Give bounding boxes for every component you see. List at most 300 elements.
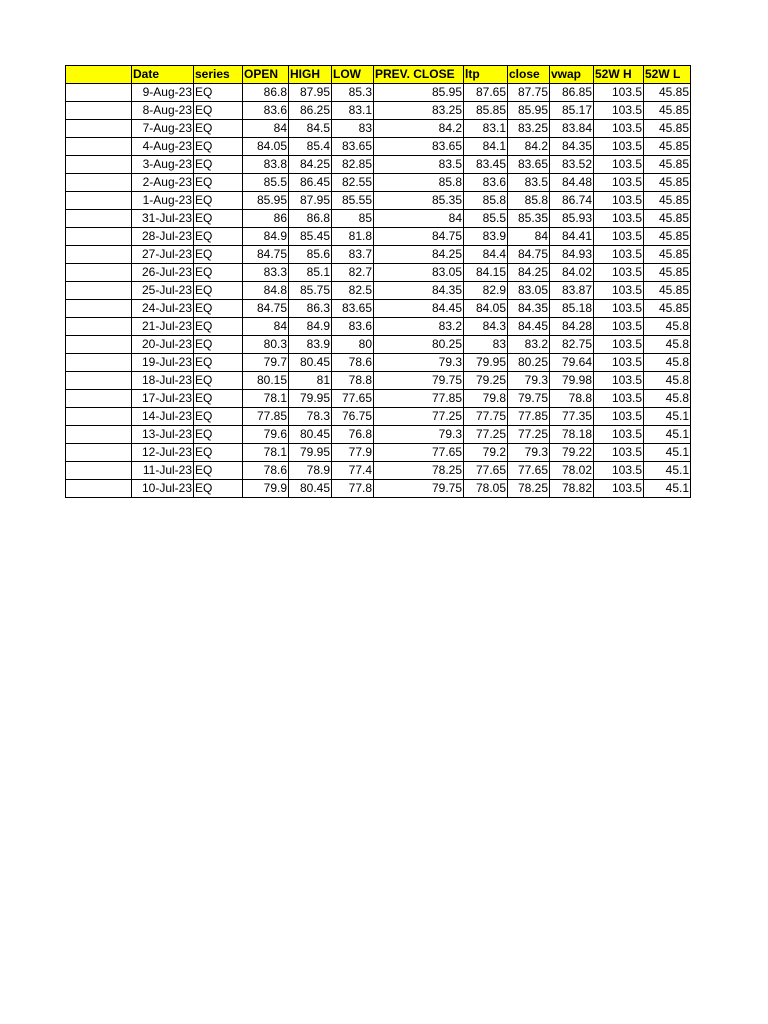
cell-prev-close: 79.75	[374, 372, 464, 390]
cell-close: 84.25	[508, 264, 550, 282]
cell-prev-close: 85.35	[374, 192, 464, 210]
cell-vwap: 85.93	[550, 210, 594, 228]
cell-52w-low: 45.8	[644, 390, 691, 408]
cell-open: 84.9	[243, 228, 289, 246]
cell-prev-close: 85.8	[374, 174, 464, 192]
cell-52w-high: 103.5	[594, 156, 644, 174]
cell-52w-high: 103.5	[594, 120, 644, 138]
cell-low: 83.1	[332, 102, 374, 120]
cell-prev-close: 84.2	[374, 120, 464, 138]
cell-52w-high: 103.5	[594, 480, 644, 498]
cell-close: 83.2	[508, 336, 550, 354]
table-row	[66, 390, 691, 408]
cell-series: EQ	[194, 228, 243, 246]
cell-low: 83.7	[332, 246, 374, 264]
cell-series: EQ	[194, 462, 243, 480]
cell-open: 83.8	[243, 156, 289, 174]
cell-date: 28-Jul-23	[132, 228, 194, 246]
cell-open: 80.3	[243, 336, 289, 354]
column-header-vwap: vwap	[550, 66, 594, 84]
cell-low: 78.8	[332, 372, 374, 390]
cell-open: 85.5	[243, 174, 289, 192]
cell-low: 80	[332, 336, 374, 354]
cell-high: 78.9	[289, 462, 332, 480]
column-header-52w-high: 52W H	[594, 66, 644, 84]
cell-open: 86	[243, 210, 289, 228]
cell-low: 83.65	[332, 138, 374, 156]
cell-high: 84.9	[289, 318, 332, 336]
cell-blank	[66, 426, 132, 444]
cell-vwap: 78.82	[550, 480, 594, 498]
cell-52w-high: 103.5	[594, 192, 644, 210]
cell-prev-close: 79.75	[374, 480, 464, 498]
cell-high: 85.75	[289, 282, 332, 300]
table-header	[66, 66, 691, 84]
cell-high: 84.25	[289, 156, 332, 174]
table-row	[66, 210, 691, 228]
cell-series: EQ	[194, 192, 243, 210]
cell-blank	[66, 390, 132, 408]
cell-open: 84	[243, 120, 289, 138]
cell-prev-close: 77.25	[374, 408, 464, 426]
cell-prev-close: 77.65	[374, 444, 464, 462]
cell-close: 84	[508, 228, 550, 246]
cell-high: 86.3	[289, 300, 332, 318]
cell-high: 87.95	[289, 84, 332, 102]
cell-52w-low: 45.8	[644, 372, 691, 390]
cell-date: 10-Jul-23	[132, 480, 194, 498]
table-row	[66, 300, 691, 318]
table-row	[66, 408, 691, 426]
cell-blank	[66, 282, 132, 300]
cell-52w-low: 45.85	[644, 138, 691, 156]
cell-ltp: 85.8	[464, 192, 508, 210]
cell-blank	[66, 84, 132, 102]
cell-date: 8-Aug-23	[132, 102, 194, 120]
cell-close: 84.35	[508, 300, 550, 318]
cell-prev-close: 83.5	[374, 156, 464, 174]
cell-ltp: 84.4	[464, 246, 508, 264]
cell-52w-high: 103.5	[594, 354, 644, 372]
cell-52w-high: 103.5	[594, 84, 644, 102]
column-header-ltp: ltp	[464, 66, 508, 84]
cell-ltp: 84.05	[464, 300, 508, 318]
cell-ltp: 83.9	[464, 228, 508, 246]
cell-blank	[66, 336, 132, 354]
cell-blank	[66, 408, 132, 426]
cell-close: 78.25	[508, 480, 550, 498]
cell-open: 79.7	[243, 354, 289, 372]
cell-date: 14-Jul-23	[132, 408, 194, 426]
cell-ltp: 83.1	[464, 120, 508, 138]
cell-blank	[66, 480, 132, 498]
table-row	[66, 120, 691, 138]
cell-high: 85.1	[289, 264, 332, 282]
cell-prev-close: 77.85	[374, 390, 464, 408]
cell-prev-close: 84	[374, 210, 464, 228]
cell-vwap: 78.8	[550, 390, 594, 408]
cell-52w-high: 103.5	[594, 426, 644, 444]
cell-prev-close: 85.95	[374, 84, 464, 102]
cell-date: 24-Jul-23	[132, 300, 194, 318]
cell-date: 3-Aug-23	[132, 156, 194, 174]
price-history-table	[65, 65, 691, 498]
cell-ltp: 84.15	[464, 264, 508, 282]
cell-open: 86.8	[243, 84, 289, 102]
cell-ltp: 78.05	[464, 480, 508, 498]
cell-52w-high: 103.5	[594, 102, 644, 120]
cell-vwap: 78.02	[550, 462, 594, 480]
cell-prev-close: 78.25	[374, 462, 464, 480]
cell-low: 76.8	[332, 426, 374, 444]
cell-high: 78.3	[289, 408, 332, 426]
cell-open: 79.6	[243, 426, 289, 444]
column-header-high: HIGH	[289, 66, 332, 84]
cell-open: 83.6	[243, 102, 289, 120]
cell-52w-high: 103.5	[594, 444, 644, 462]
cell-open: 84.75	[243, 300, 289, 318]
cell-low: 77.8	[332, 480, 374, 498]
cell-close: 83.05	[508, 282, 550, 300]
cell-52w-low: 45.85	[644, 246, 691, 264]
cell-high: 79.95	[289, 390, 332, 408]
cell-low: 82.7	[332, 264, 374, 282]
cell-vwap: 77.35	[550, 408, 594, 426]
cell-high: 85.45	[289, 228, 332, 246]
cell-blank	[66, 228, 132, 246]
cell-high: 81	[289, 372, 332, 390]
cell-series: EQ	[194, 354, 243, 372]
cell-high: 83.9	[289, 336, 332, 354]
cell-close: 87.75	[508, 84, 550, 102]
table-row	[66, 462, 691, 480]
cell-52w-low: 45.8	[644, 336, 691, 354]
table-row	[66, 318, 691, 336]
cell-blank	[66, 210, 132, 228]
cell-low: 85	[332, 210, 374, 228]
table-row	[66, 84, 691, 102]
cell-date: 12-Jul-23	[132, 444, 194, 462]
cell-vwap: 84.35	[550, 138, 594, 156]
cell-close: 79.75	[508, 390, 550, 408]
cell-series: EQ	[194, 174, 243, 192]
cell-date: 18-Jul-23	[132, 372, 194, 390]
cell-close: 77.25	[508, 426, 550, 444]
column-header-date: Date	[132, 66, 194, 84]
cell-open: 84	[243, 318, 289, 336]
cell-ltp: 87.65	[464, 84, 508, 102]
cell-low: 83.6	[332, 318, 374, 336]
cell-prev-close: 84.35	[374, 282, 464, 300]
cell-series: EQ	[194, 120, 243, 138]
cell-ltp: 77.65	[464, 462, 508, 480]
cell-ltp: 79.8	[464, 390, 508, 408]
cell-52w-low: 45.85	[644, 264, 691, 282]
cell-date: 4-Aug-23	[132, 138, 194, 156]
cell-low: 78.6	[332, 354, 374, 372]
cell-date: 17-Jul-23	[132, 390, 194, 408]
cell-date: 9-Aug-23	[132, 84, 194, 102]
cell-vwap: 79.64	[550, 354, 594, 372]
cell-52w-low: 45.85	[644, 120, 691, 138]
cell-ltp: 77.75	[464, 408, 508, 426]
cell-date: 7-Aug-23	[132, 120, 194, 138]
cell-prev-close: 79.3	[374, 426, 464, 444]
table-row	[66, 138, 691, 156]
cell-52w-high: 103.5	[594, 300, 644, 318]
cell-high: 86.25	[289, 102, 332, 120]
cell-vwap: 85.17	[550, 102, 594, 120]
cell-vwap: 79.22	[550, 444, 594, 462]
cell-low: 77.65	[332, 390, 374, 408]
cell-52w-low: 45.85	[644, 228, 691, 246]
cell-52w-high: 103.5	[594, 174, 644, 192]
cell-date: 11-Jul-23	[132, 462, 194, 480]
table-row	[66, 282, 691, 300]
cell-blank	[66, 246, 132, 264]
cell-52w-low: 45.1	[644, 480, 691, 498]
cell-blank	[66, 102, 132, 120]
cell-52w-high: 103.5	[594, 390, 644, 408]
cell-series: EQ	[194, 246, 243, 264]
cell-series: EQ	[194, 390, 243, 408]
cell-52w-low: 45.1	[644, 408, 691, 426]
cell-prev-close: 83.05	[374, 264, 464, 282]
cell-vwap: 84.93	[550, 246, 594, 264]
cell-ltp: 77.25	[464, 426, 508, 444]
cell-close: 85.35	[508, 210, 550, 228]
cell-series: EQ	[194, 300, 243, 318]
cell-series: EQ	[194, 372, 243, 390]
cell-low: 77.9	[332, 444, 374, 462]
cell-prev-close: 83.65	[374, 138, 464, 156]
cell-blank	[66, 192, 132, 210]
cell-vwap: 84.48	[550, 174, 594, 192]
cell-ltp: 79.95	[464, 354, 508, 372]
cell-series: EQ	[194, 138, 243, 156]
cell-ltp: 79.25	[464, 372, 508, 390]
cell-blank	[66, 300, 132, 318]
cell-open: 84.05	[243, 138, 289, 156]
cell-high: 85.4	[289, 138, 332, 156]
cell-vwap: 83.84	[550, 120, 594, 138]
cell-ltp: 83.45	[464, 156, 508, 174]
cell-52w-low: 45.85	[644, 300, 691, 318]
column-header-series: series	[194, 66, 243, 84]
cell-vwap: 82.75	[550, 336, 594, 354]
cell-close: 85.8	[508, 192, 550, 210]
cell-vwap: 83.52	[550, 156, 594, 174]
cell-blank	[66, 318, 132, 336]
cell-date: 27-Jul-23	[132, 246, 194, 264]
cell-ltp: 79.2	[464, 444, 508, 462]
cell-low: 85.55	[332, 192, 374, 210]
cell-52w-high: 103.5	[594, 264, 644, 282]
cell-blank	[66, 354, 132, 372]
table-row	[66, 246, 691, 264]
cell-52w-high: 103.5	[594, 282, 644, 300]
cell-series: EQ	[194, 102, 243, 120]
cell-date: 31-Jul-23	[132, 210, 194, 228]
cell-52w-low: 45.1	[644, 462, 691, 480]
cell-52w-high: 103.5	[594, 408, 644, 426]
cell-open: 85.95	[243, 192, 289, 210]
cell-open: 78.1	[243, 444, 289, 462]
cell-date: 2-Aug-23	[132, 174, 194, 192]
cell-blank	[66, 138, 132, 156]
column-header-low: LOW	[332, 66, 374, 84]
cell-52w-high: 103.5	[594, 462, 644, 480]
cell-low: 85.3	[332, 84, 374, 102]
cell-date: 19-Jul-23	[132, 354, 194, 372]
cell-close: 83.25	[508, 120, 550, 138]
cell-date: 13-Jul-23	[132, 426, 194, 444]
table-row	[66, 192, 691, 210]
cell-open: 84.75	[243, 246, 289, 264]
cell-close: 83.5	[508, 174, 550, 192]
cell-prev-close: 84.25	[374, 246, 464, 264]
cell-blank	[66, 174, 132, 192]
column-header-blank	[66, 66, 132, 84]
cell-low: 82.55	[332, 174, 374, 192]
cell-high: 80.45	[289, 426, 332, 444]
cell-date: 21-Jul-23	[132, 318, 194, 336]
cell-close: 84.75	[508, 246, 550, 264]
cell-low: 77.4	[332, 462, 374, 480]
cell-series: EQ	[194, 408, 243, 426]
cell-high: 80.45	[289, 354, 332, 372]
table-row	[66, 480, 691, 498]
cell-vwap: 79.98	[550, 372, 594, 390]
cell-high: 86.8	[289, 210, 332, 228]
cell-52w-high: 103.5	[594, 318, 644, 336]
cell-low: 76.75	[332, 408, 374, 426]
cell-high: 80.45	[289, 480, 332, 498]
cell-series: EQ	[194, 318, 243, 336]
cell-series: EQ	[194, 156, 243, 174]
cell-open: 78.6	[243, 462, 289, 480]
cell-blank	[66, 444, 132, 462]
table-row	[66, 336, 691, 354]
cell-52w-low: 45.8	[644, 354, 691, 372]
cell-date: 26-Jul-23	[132, 264, 194, 282]
cell-ltp: 85.85	[464, 102, 508, 120]
cell-prev-close: 84.75	[374, 228, 464, 246]
cell-52w-high: 103.5	[594, 246, 644, 264]
cell-52w-high: 103.5	[594, 228, 644, 246]
cell-vwap: 84.28	[550, 318, 594, 336]
cell-52w-low: 45.1	[644, 444, 691, 462]
cell-52w-high: 103.5	[594, 372, 644, 390]
cell-date: 25-Jul-23	[132, 282, 194, 300]
cell-prev-close: 80.25	[374, 336, 464, 354]
cell-close: 77.85	[508, 408, 550, 426]
cell-52w-low: 45.1	[644, 426, 691, 444]
cell-52w-low: 45.85	[644, 210, 691, 228]
cell-series: EQ	[194, 336, 243, 354]
cell-open: 84.8	[243, 282, 289, 300]
cell-low: 81.8	[332, 228, 374, 246]
cell-vwap: 84.41	[550, 228, 594, 246]
cell-series: EQ	[194, 426, 243, 444]
cell-blank	[66, 462, 132, 480]
table-row	[66, 174, 691, 192]
cell-blank	[66, 120, 132, 138]
cell-close: 83.65	[508, 156, 550, 174]
cell-close: 79.3	[508, 372, 550, 390]
cell-series: EQ	[194, 444, 243, 462]
cell-prev-close: 84.45	[374, 300, 464, 318]
cell-52w-low: 45.85	[644, 102, 691, 120]
column-header-prev-close: PREV. CLOSE	[374, 66, 464, 84]
table-body	[66, 84, 691, 498]
cell-vwap: 85.18	[550, 300, 594, 318]
cell-52w-low: 45.8	[644, 318, 691, 336]
cell-high: 86.45	[289, 174, 332, 192]
cell-blank	[66, 372, 132, 390]
cell-high: 79.95	[289, 444, 332, 462]
table-row	[66, 444, 691, 462]
cell-close: 79.3	[508, 444, 550, 462]
cell-high: 87.95	[289, 192, 332, 210]
cell-close: 77.65	[508, 462, 550, 480]
cell-open: 78.1	[243, 390, 289, 408]
cell-52w-low: 45.85	[644, 282, 691, 300]
table-row	[66, 102, 691, 120]
cell-open: 77.85	[243, 408, 289, 426]
cell-low: 82.5	[332, 282, 374, 300]
cell-blank	[66, 264, 132, 282]
cell-low: 82.85	[332, 156, 374, 174]
cell-52w-high: 103.5	[594, 210, 644, 228]
cell-high: 85.6	[289, 246, 332, 264]
cell-vwap: 83.87	[550, 282, 594, 300]
cell-vwap: 86.74	[550, 192, 594, 210]
cell-open: 79.9	[243, 480, 289, 498]
cell-prev-close: 83.2	[374, 318, 464, 336]
cell-ltp: 83	[464, 336, 508, 354]
table-row	[66, 156, 691, 174]
cell-close: 85.95	[508, 102, 550, 120]
column-header-52w-low: 52W L	[644, 66, 691, 84]
cell-high: 84.5	[289, 120, 332, 138]
table-row	[66, 426, 691, 444]
cell-series: EQ	[194, 210, 243, 228]
cell-52w-low: 45.85	[644, 84, 691, 102]
cell-52w-low: 45.85	[644, 174, 691, 192]
cell-vwap: 84.02	[550, 264, 594, 282]
cell-52w-high: 103.5	[594, 138, 644, 156]
cell-52w-low: 45.85	[644, 192, 691, 210]
cell-series: EQ	[194, 282, 243, 300]
cell-low: 83.65	[332, 300, 374, 318]
table-row	[66, 228, 691, 246]
cell-low: 83	[332, 120, 374, 138]
cell-prev-close: 79.3	[374, 354, 464, 372]
table-row	[66, 264, 691, 282]
cell-series: EQ	[194, 264, 243, 282]
header-row	[66, 66, 691, 84]
cell-ltp: 82.9	[464, 282, 508, 300]
cell-blank	[66, 156, 132, 174]
cell-date: 1-Aug-23	[132, 192, 194, 210]
cell-ltp: 85.5	[464, 210, 508, 228]
cell-vwap: 78.18	[550, 426, 594, 444]
column-header-close: close	[508, 66, 550, 84]
cell-close: 84.45	[508, 318, 550, 336]
cell-open: 83.3	[243, 264, 289, 282]
cell-series: EQ	[194, 84, 243, 102]
